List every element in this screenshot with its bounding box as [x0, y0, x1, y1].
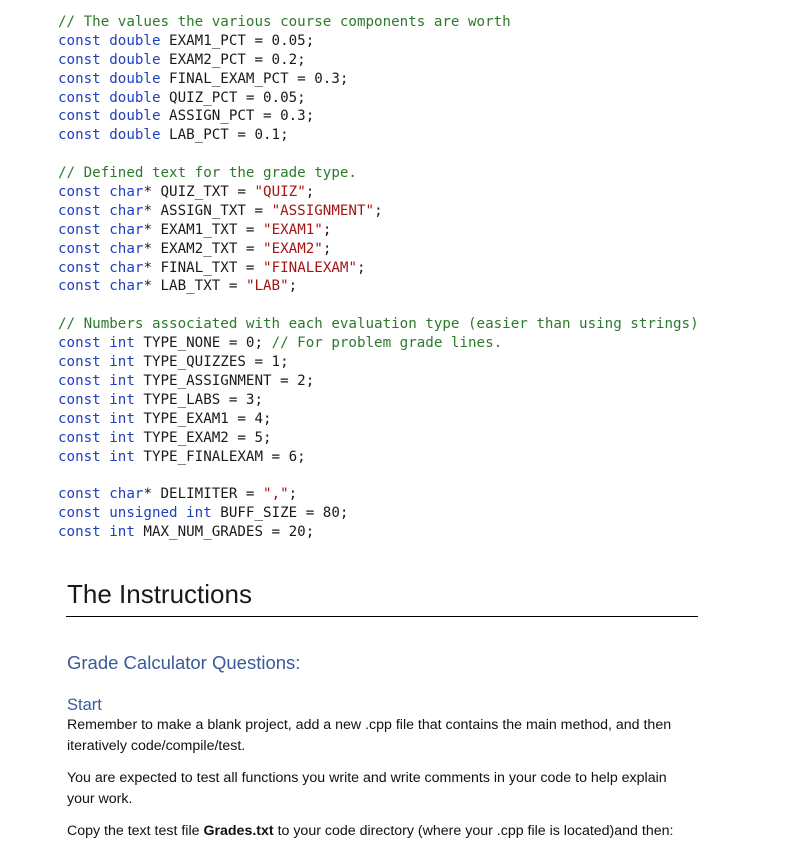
code-token-plain: ; [374, 202, 383, 219]
code-token-plain: * DELIMITER = [143, 486, 264, 503]
code-line [58, 89, 738, 108]
code-token-keyword: const [58, 372, 101, 389]
code-token-plain: EXAM1_PCT = 0.05; [160, 32, 315, 49]
code-line [58, 504, 738, 523]
code-token-keyword: const [58, 505, 101, 522]
code-token-plain: * ASSIGN_TXT = [143, 202, 272, 219]
code-token-plain [101, 33, 110, 49]
code-token-type: double [109, 51, 161, 68]
code-line [58, 70, 738, 89]
code-token-type: int [109, 354, 135, 371]
paragraph-copy-file [67, 821, 698, 842]
code-token-keyword: const [58, 108, 101, 125]
code-line [58, 277, 738, 296]
code-token-plain [101, 505, 110, 521]
code-token-plain: TYPE_NONE = 0; [134, 335, 272, 352]
code-token-keyword: const [58, 524, 101, 541]
code-token-plain: ; [305, 184, 315, 201]
code-token-plain: * FINAL_TXT = [143, 259, 264, 276]
code-token-plain: TYPE_FINALEXAM = 6; [134, 448, 306, 465]
code-line [58, 391, 738, 410]
code-line [58, 13, 738, 32]
code-token-plain: TYPE_LABS = 3; [134, 391, 264, 408]
code-line [58, 221, 738, 240]
code-token-comment: // The values the various course components are worth [58, 14, 511, 30]
code-token-plain: FINAL_EXAM_PCT = 0.3; [160, 70, 349, 87]
subheading-start: Start [67, 696, 102, 714]
code-token-plain: LAB_PCT = 0.1; [160, 127, 289, 144]
code-token-keyword: const [58, 391, 101, 408]
code-token-plain: * QUIZ_TXT = [143, 184, 255, 201]
code-token-keyword: const [58, 486, 101, 503]
code-token-string: "EXAM1" [263, 221, 323, 238]
code-line [58, 353, 738, 372]
code-blank-line [58, 466, 738, 485]
code-token-plain [101, 373, 110, 389]
code-token-keyword: const [58, 127, 101, 144]
code-token-plain [101, 449, 110, 465]
code-token-plain [101, 486, 110, 502]
code-token-string: "FINALEXAM" [263, 259, 357, 276]
code-line [58, 202, 738, 221]
code-token-keyword: const [58, 32, 101, 49]
code-token-type: char [109, 184, 144, 201]
code-token-string: "LAB" [245, 278, 289, 295]
code-token-type: char [109, 278, 144, 295]
code-token-type: char [109, 202, 144, 219]
code-token-plain [101, 411, 110, 427]
code-line [58, 51, 738, 70]
grades-file-name: Grades.txt [203, 823, 274, 839]
code-token-type: double [109, 127, 161, 144]
code-line [58, 183, 738, 202]
code-token-plain [101, 430, 110, 446]
code-token-plain: ; [322, 240, 332, 257]
code-token-type: int [109, 410, 135, 427]
code-line [58, 485, 738, 504]
code-token-type: int [109, 335, 135, 352]
code-line [58, 334, 738, 353]
code-token-plain: TYPE_EXAM2 = 5; [134, 429, 272, 446]
code-token-string: "," [263, 486, 289, 503]
paragraph-copy-file-prefix: Copy the text test file [67, 823, 204, 839]
section-heading: Grade Calculator Questions: [67, 652, 301, 673]
code-token-plain [101, 52, 110, 68]
code-blank-line [58, 145, 738, 164]
paragraph-copy-file-suffix: to your code directory (where your .cpp file is located)and then: [273, 823, 674, 839]
code-token-keyword: const [58, 221, 101, 238]
code-token-keyword: const [58, 410, 101, 427]
code-token-keyword: const [58, 278, 101, 295]
code-blank-line [58, 296, 738, 315]
code-snippet [58, 13, 738, 542]
code-token-keyword: const [58, 429, 101, 446]
code-token-plain [101, 203, 110, 219]
code-token-type: double [109, 108, 161, 125]
code-line [58, 448, 738, 467]
code-token-plain: TYPE_QUIZZES = 1; [134, 354, 289, 371]
code-line [58, 240, 738, 259]
code-line [58, 259, 738, 278]
code-token-type: unsigned int [109, 505, 212, 522]
code-token-plain: TYPE_ASSIGNMENT = 2; [134, 372, 315, 389]
code-token-keyword: const [58, 70, 101, 87]
code-token-type: int [109, 391, 135, 408]
code-line [58, 126, 738, 145]
code-token-string: "QUIZ" [254, 184, 306, 201]
code-token-comment: // Defined text for the grade type. [58, 165, 357, 182]
code-token-plain: ; [322, 221, 332, 238]
code-token-plain [101, 260, 110, 276]
code-line [58, 315, 738, 334]
code-token-plain: ASSIGN_PCT = 0.3; [160, 108, 315, 125]
code-token-plain [101, 90, 110, 106]
code-token-type: double [109, 32, 161, 49]
code-token-type: double [109, 70, 161, 87]
code-token-keyword: const [58, 89, 101, 106]
code-token-type: int [109, 448, 135, 465]
code-token-type: int [109, 524, 135, 541]
code-token-plain: MAX_NUM_GRADES = 20; [134, 524, 315, 541]
code-token-plain [101, 108, 110, 124]
code-token-string: "ASSIGNMENT" [271, 202, 375, 219]
code-token-plain: ; [288, 486, 298, 503]
code-line [58, 107, 738, 126]
paragraph-testing: You are expected to test all functions you write and write comments in your code to help explain your work. [67, 770, 667, 807]
code-token-keyword: const [58, 448, 101, 465]
code-token-plain [101, 354, 110, 370]
code-token-type: char [109, 486, 144, 503]
code-token-type: double [109, 89, 161, 106]
code-token-plain [101, 71, 110, 87]
code-token-plain: ; [288, 278, 298, 295]
code-token-keyword: const [58, 259, 101, 276]
code-token-keyword: const [58, 354, 101, 371]
code-token-plain [101, 278, 110, 294]
code-token-plain: TYPE_EXAM1 = 4; [134, 410, 272, 427]
code-token-plain [101, 524, 110, 540]
code-token-comment: // For problem grade lines. [271, 335, 503, 352]
code-token-plain [101, 335, 110, 351]
code-token-type: int [109, 372, 135, 389]
instructions-section [66, 578, 698, 854]
code-token-plain [101, 184, 110, 200]
code-token-keyword: const [58, 51, 101, 68]
paragraph-blank-project: Remember to make a blank project, add a new .cpp file that contains the main method, and then iteratively code/compile/test. [67, 717, 672, 754]
code-token-plain [101, 241, 110, 257]
code-token-type: char [109, 240, 144, 257]
code-token-keyword: const [58, 202, 101, 219]
code-line [58, 429, 738, 448]
code-token-keyword: const [58, 184, 101, 201]
code-token-keyword: const [58, 335, 101, 352]
code-line [58, 523, 738, 542]
code-token-plain [101, 392, 110, 408]
code-token-string: "EXAM2" [263, 240, 323, 257]
code-token-comment: // Numbers associated with each evaluation type (easier than using strings) [58, 316, 699, 333]
code-token-type: char [109, 259, 144, 276]
code-token-plain: * LAB_TXT = [143, 278, 246, 295]
code-token-plain: * EXAM1_TXT = [143, 221, 264, 238]
code-token-plain: BUFF_SIZE = 80; [211, 505, 349, 522]
code-line [58, 410, 738, 429]
code-token-plain [101, 127, 110, 143]
code-token-type: char [109, 221, 144, 238]
code-token-type: int [109, 429, 135, 446]
code-token-plain [101, 222, 110, 238]
code-token-plain: EXAM2_PCT = 0.2; [160, 51, 306, 68]
code-line [58, 372, 738, 391]
code-token-plain: ; [357, 259, 366, 276]
code-line [58, 164, 738, 183]
code-token-plain: QUIZ_PCT = 0.05; [160, 89, 306, 106]
code-token-keyword: const [58, 240, 101, 257]
page-title: The Instructions [66, 578, 698, 617]
code-line [58, 32, 738, 51]
code-token-plain: * EXAM2_TXT = [143, 240, 264, 257]
